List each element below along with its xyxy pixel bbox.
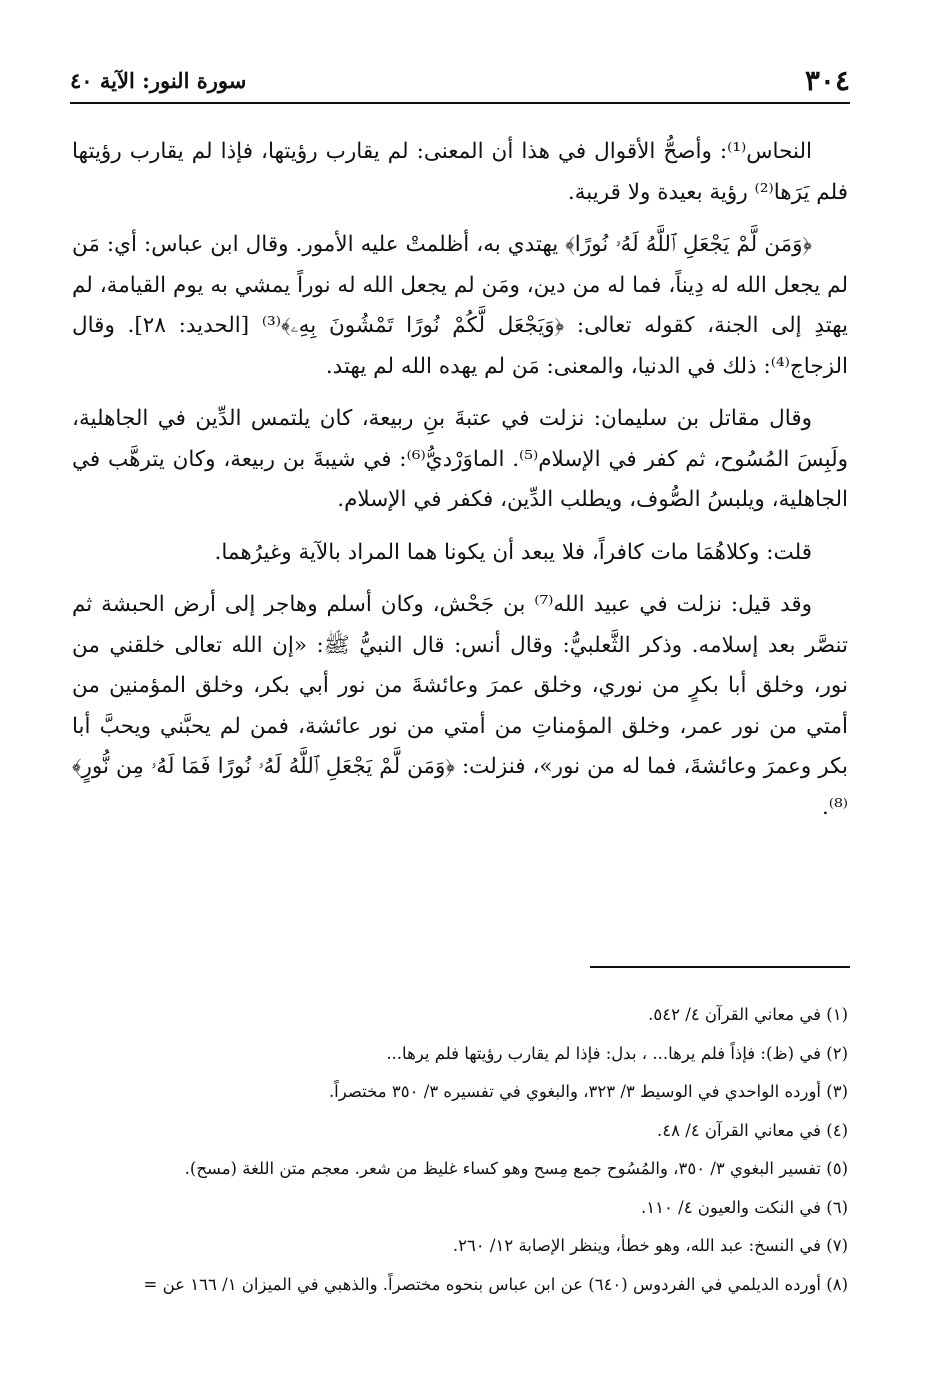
paragraph: ﴿وَمَن لَّمْ يَجْعَلِ ٱللَّهُ لَهُۥ نُورًا﴾ يهتدي به، أظلمتْ عليه الأمور. وقال ابن عباس: أي: مَن لم يجعل الله له دِيناً، فما له من دين، ومَن لم يجعل الله له نوراً يمشي به يوم القيامة، لم يهتدِ إلى الجنة، كقوله تعالى: ﴿وَيَجْعَل لَّكُمْ نُورًا تَمْشُونَ بِهِۦ﴾⁽³⁾ [الحديد: ٢٨]. وقال الزجاج⁽⁴⁾: ذلك في الدنيا، والمعنى: مَن لم يهده الله لم يهتد. bbox=[72, 232, 848, 379]
paragraph: قلت: وكلاهُمَا مات كافراً، فلا يبعد أن يكونا هما المراد بالآية وغيرُهما. bbox=[214, 539, 812, 565]
footnote-3: (٣) أورده الواحدي في الوسيط ٣/ ٣٢٣، والبغوي في تفسيره ٣/ ٣٥٠ مختصراً. bbox=[328, 1082, 848, 1101]
footnote-4: (٤) في معاني القرآن ٤/ ٤٨. bbox=[657, 1120, 848, 1140]
paragraph: النحاس⁽¹⁾: وأصحُّ الأقوال في هذا أن المعنى: لم يقارب رؤيتها، فإذا لم يقارب رؤيتها فلم يَرَها⁽²⁾ رؤية بعيدة ولا قريبة. bbox=[72, 139, 848, 205]
page-header bbox=[70, 64, 850, 98]
footnote-2: (٢) في (ظ): فإذاً فلم يرها... ، بدل: فإذا لم يقارب رؤيتها فلم يرها... bbox=[386, 1043, 848, 1063]
footnote-7: (٧) في النسخ: عبد الله، وهو خطأ، وينظر الإصابة ١٢/ ٢٦٠. bbox=[452, 1236, 848, 1255]
main-text bbox=[72, 132, 848, 840]
footnote-separator bbox=[590, 966, 850, 968]
footnote-5: (٥) تفسير البغوي ٣/ ٣٥٠، والمُسُوح جمع مِسح وهو كساء غليظ من شعر. معجم متن اللغة (مسح). bbox=[184, 1159, 848, 1178]
header-rule bbox=[70, 102, 850, 104]
page-number: ٣٠٤ bbox=[804, 64, 850, 97]
footnote-8: (٨) أورده الديلمي في الفردوس (٦٤٠) عن ابن عباس بنحوه مختصراً. والذهبي في الميزان ١/ ١٦٦ عن = bbox=[143, 1274, 848, 1294]
paragraph: وقال مقاتل بن سليمان: نزلت في عتبةَ بنِ ربيعة، كان يلتمس الدِّين في الجاهلية، ولَبِسَ المُسُوح، ثم كفر في الإسلام⁽⁵⁾. الماوَرْديُّ⁽⁶⁾: في شيبةَ بن ربيعة، وكان يترهَّب في الجاهلية، ويلبسُ الصُّوف، ويطلب الدِّين، فكفر في الإسلام. bbox=[72, 406, 849, 512]
paragraph: وقد قيل: نزلت في عبيد الله⁽⁷⁾ بن جَحْش، وكان أسلم وهاجر إلى أرض الحبشة ثم تنصَّر بعد إسلامه. وذكر الثَّعلبيُّ: وقال أنس: قال النبيُّ ﷺ: «إن الله تعالى خلقني من نور، وخلق أبا بكرٍ من نوري، وخلق عمرَ وعائشةَ من نور أبي بكر، وخلق المؤمنين من أمتي من نور عمر، وخلق المؤمناتِ من أمتي من نور عائشة، فمن لم يحبَّني ويحبَّ أبا بكر وعمرَ وعائشةَ، فما له من نور»، فنزلت: ﴿وَمَن لَّمْ يَجْعَلِ ٱللَّهُ لَهُۥ نُورًا فَمَا لَهُۥ مِن نُّورٍ﴾⁽⁸⁾. bbox=[72, 592, 848, 820]
running-title: سورة النور: الآية ٤٠ bbox=[70, 68, 247, 93]
footnote-1: (١) في معاني القرآن ٤/ ٥٤٢. bbox=[648, 1005, 848, 1024]
footnote-6: (٦) في النكت والعيون ٤/ ١١٠. bbox=[641, 1197, 848, 1217]
footnotes bbox=[72, 996, 848, 1304]
